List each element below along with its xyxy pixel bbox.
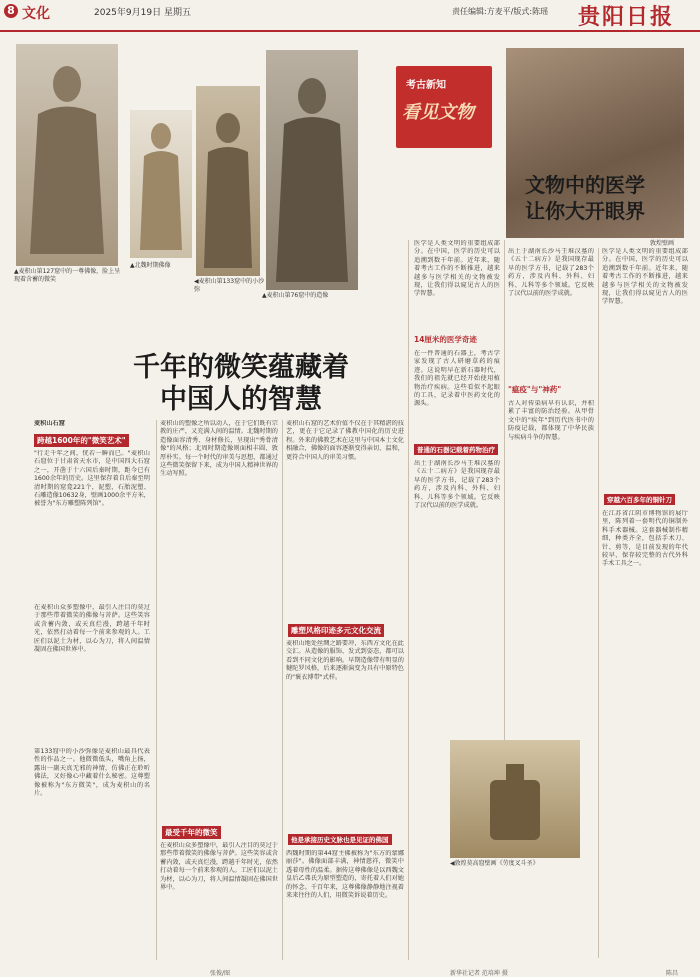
photo-caption-5: 敦煌壁画 <box>650 240 675 247</box>
footer-credit-mid: 新华社记者 范培坤 摄 <box>450 970 508 977</box>
main-headline <box>36 352 446 416</box>
statue-icon <box>130 110 192 258</box>
banner-top-text: 考古新知 <box>406 80 446 91</box>
left-subhead-1: 跨越1600年的"微笑艺术" <box>34 434 129 447</box>
buddha-figure-icon <box>16 44 118 266</box>
left-para-3: 第133窟中的小沙弥像是麦积山最具代表性的作品之一。他微微低头，嘴角上扬，露出一副天真无邪的神情，仿佛正在聆听佛法，又好像心中藏着什么秘密。这尊塑像被称为"东方微笑"，成为麦积山的名片。 <box>34 748 150 798</box>
column-divider-1 <box>156 420 157 960</box>
left-para-1: "行走千年之间，恍若一瞬而已。"麦积山石窟位于甘肃省天水市，是中国四大石窟之一，开凿于十六国后秦时期，距今已有1600余年的历史。这里保存着自后秦至明清时期的窟龛221个，泥塑、石胎泥塑、石雕造像10632身，壁画1000余平方米，被誉为"东方雕塑陈列馆"。 <box>34 450 150 508</box>
right-headline <box>510 172 660 224</box>
left-para-2: 在麦积山众多塑像中，最引人注目的莫过于那些带着微笑的佛像与菩萨。这些笑容或含蓄内敛，或天真烂漫，跨越千年时光，依然打动着每一个前来参观的人。工匠们以泥土为材，以心为刀，将人间温情凝固在佛国世界中。 <box>34 604 150 654</box>
photo-caption-4: ▲麦积山第76窟中的造像 <box>262 292 329 299</box>
right-para-1: 医学是人类文明的重要组成部分。在中国，医学的历史可以追溯到数千年前。近年来，随着考古工作的不断推进，越来越多与医学相关的文物被发现，让我们得以窥见古人的医学智慧。 <box>414 240 500 298</box>
photo-caption-1: ▲麦积山第127窟中的一尊佛像，脸上呈现着含蓄的微笑 <box>14 268 121 283</box>
bronze-artifact-photo <box>450 740 580 858</box>
headline-line-2: 中国人的智慧 <box>160 384 322 415</box>
right-headline-line-1: 文物中的医学 <box>525 173 645 197</box>
page-number: 8 <box>4 4 18 18</box>
footer-credit-right: 陈昌 <box>666 970 679 977</box>
middle-para-1: 麦积山石窟的艺术价值不仅在于其精湛的技艺，更在于它记录了佛教中国化的历史进程。外来的佛教艺术在这里与中国本土文化相融合，佛像的面容逐渐变得亲切、温和，更符合中国人的审美习惯。 <box>286 420 404 461</box>
right2-para-1: 出土于湖南长沙马王堆汉墓的《五十二病方》是我国现存最早的医学方书，记载了283个药方，涉及内科、外科、妇科、儿科等多个领域。它反映了汉代以前的医学成就。 <box>508 248 594 298</box>
right-subhead-1: 14厘米的医学奇迹 <box>414 335 477 344</box>
right-para-2: 在一件普通的石器上，考古学家发现了古人研磨草药的痕迹。这说明早在新石器时代，我们的祖先就已经开始使用植物治疗疾病。这些看似不起眼的工具，记录着中医药文化的源头。 <box>414 350 500 408</box>
column-divider-3 <box>408 240 409 960</box>
column-divider-5 <box>598 248 599 958</box>
editor-credits: 责任编辑:方麦平/版式:陈瑶 <box>452 7 549 16</box>
header-rule <box>0 30 700 32</box>
monk-statue-icon <box>196 86 260 276</box>
middle-subhead-1: 雕塑风格印迹多元文化交流 <box>288 624 384 637</box>
middle-para-2: 麦积山地处丝绸之路要冲，东西方文化在此交汇。从造像的服饰、发式到姿态，都可以看到不同文化的影响。早期造像带有明显的犍陀罗风格，后来逐渐演变为具有中原特色的"褒衣博带"式样。 <box>286 640 404 681</box>
right-subhead-3: "瘟疫"与"神药" <box>508 385 562 394</box>
photo-caption-2: ▲北魏时期佛像 <box>130 262 171 269</box>
monk-photo <box>196 86 260 276</box>
middle-para-3: 西魏时期的第44窟主佛被称为"东方的蒙娜丽莎"。佛像面部丰满，神情慈祥，微笑中透着母性的温柔。据传这尊佛像是以西魏文皇后乙弗氏为原型塑造的，寄托着人们对她的怀念。千百年来，这尊佛像静静地注视着来来往往的人们，用微笑诉说着历史。 <box>286 850 404 900</box>
photo-caption-6: ◀敦煌莫高窟壁画《劳度叉斗圣》 <box>450 860 539 867</box>
bodhisattva-icon <box>266 50 358 290</box>
bronze-vessel-icon <box>450 740 580 858</box>
right2-para-2: 古人对传染病早有认识，并积累了丰富的防治经验。从甲骨文中的"疾年"到历代医书中的防疫记载，都体现了中华民族与疾病斗争的智慧。 <box>508 400 594 441</box>
footer-credit-left: 张俊/图 <box>210 970 231 977</box>
right-headline-line-2: 让你大开眼界 <box>525 199 645 223</box>
statue-photo-3 <box>266 50 358 290</box>
banner-main-text: 看见文物 <box>402 102 474 123</box>
headline-line-1: 千年的微笑蕴藏着 <box>133 352 349 383</box>
middle-subhead-2: 他是承接历史文脉也是见证的佛国 <box>288 834 392 845</box>
small-buddha-photo <box>130 110 192 258</box>
right3-para-1: 医学是人类文明的重要组成部分。在中国，医学的历史可以追溯到数千年前。近年来，随着考古工作的不断推进，越来越多与医学相关的文物被发现，让我们得以窥见古人的医学智慧。 <box>602 248 688 306</box>
left-subhead-2: 最受千年的微笑 <box>162 826 221 839</box>
newspaper-logo: 贵阳日报 <box>578 4 675 30</box>
right-para-3: 出土于湖南长沙马王堆汉墓的《五十二病方》是我国现存最早的医学方书，记载了283个药方，涉及内科、外科、妇科、儿科等多个领域。它反映了汉代以前的医学成就。 <box>414 460 500 510</box>
left2-para: 麦积山的塑像之所以动人，在于它们既有宗教的庄严，又充满人间的温情。北魏时期的造像面容清秀、身材修长，呈现出"秀骨清像"的风格；北周时期造像则面相丰圆、敦厚朴实。每一个时代的审美与思想，都通过这些微笑保留下来，成为中国人精神世界的生动写照。 <box>160 420 278 478</box>
issue-date: 2025年9月19日 星期五 <box>94 8 191 18</box>
page-header <box>0 0 700 32</box>
right-subhead-2: 普通的石器记载着药物治疗 <box>414 444 498 455</box>
column-divider-2 <box>282 420 283 960</box>
buddha-photo-large <box>16 44 118 266</box>
left-intro: 麦积山石窟 <box>34 420 65 427</box>
column-banner <box>396 66 492 148</box>
right-subhead-4: 穿越六百多年的铜针刀 <box>604 494 675 505</box>
section-name: 文化 <box>22 6 50 22</box>
left2-para-b: 在麦积山众多塑像中，最引人注目的莫过于那些带着微笑的佛像与菩萨。这些笑容或含蓄内敛，或天真烂漫，跨越千年时光，依然打动着每一个前来参观的人。工匠们以泥土为材，以心为刀，将人间温情凝固在佛国世界中。 <box>160 842 278 892</box>
column-divider-4 <box>504 240 505 740</box>
right3-para-2: 在江苏省江阴市博物馆的展厅里，陈列着一套明代的铜制外科手术器械。这套器械制作精细，种类齐全，包括手术刀、针、剪等，是目前发现的年代较早、保存较完整的古代外科手术工具之一。 <box>602 510 688 568</box>
photo-caption-3: ◀麦积山第133窟中的小沙弥 <box>194 278 265 293</box>
